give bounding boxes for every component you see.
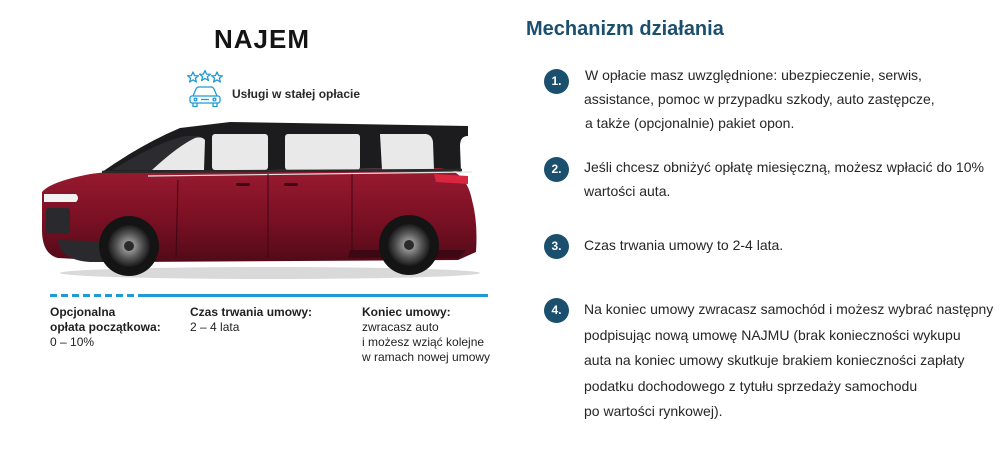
info-initial-fee-value: 0 – 10% <box>50 335 95 349</box>
step-number-badge: 2. <box>544 157 569 182</box>
car-with-stars-icon <box>185 70 225 110</box>
step-number-badge: 4. <box>544 298 569 323</box>
info-duration-value: 2 – 4 lata <box>190 320 240 334</box>
services-label: Usługi w stałej opłacie <box>232 87 361 101</box>
section-divider <box>50 294 488 297</box>
step-number-badge: 3. <box>544 234 569 259</box>
front-wheel <box>99 216 159 276</box>
page-title: NAJEM <box>214 24 311 54</box>
mechanism-title: Mechanizm działania <box>526 18 724 40</box>
step-text: Czas trwania umowy to 2-4 lata. <box>584 237 784 253</box>
minivan-illustration <box>30 110 490 285</box>
info-end-of-contract-label: Koniec umowy: <box>362 305 451 319</box>
info-initial-fee-label: Opcjonalna opłata początkowa: <box>50 305 161 334</box>
info-duration <box>190 305 340 335</box>
info-duration-label: Czas trwania umowy: <box>190 305 313 319</box>
info-initial-fee <box>50 305 170 350</box>
step-text: Na koniec umowy zwracasz samochód i możesz wybrać następny podpisując nową umowę NAJMU (brak konieczności wykupu auta na koniec umowy skutkuje brakiem konieczności zapłaty podatku dochodowego z tytułu sprzedaży samochodu po wartości rynkowej). <box>584 301 994 419</box>
rear-wheel <box>379 215 439 275</box>
info-end-of-contract-value: zwracasz auto i możesz wziąć kolejne w ramach nowej umowy <box>362 320 491 364</box>
step-number-badge: 1. <box>544 69 569 94</box>
step-text: Jeśli chcesz obniżyć opłatę miesięczną, możesz wpłacić do 10% wartości auta. <box>584 159 984 199</box>
step-text: W opłacie masz uwzględnione: ubezpieczenie, serwis, assistance, pomoc w przypadku szkody, auto zastępcze, a także (opcjonalnie) pakiet opon. <box>584 67 935 131</box>
info-end-of-contract <box>362 305 512 365</box>
